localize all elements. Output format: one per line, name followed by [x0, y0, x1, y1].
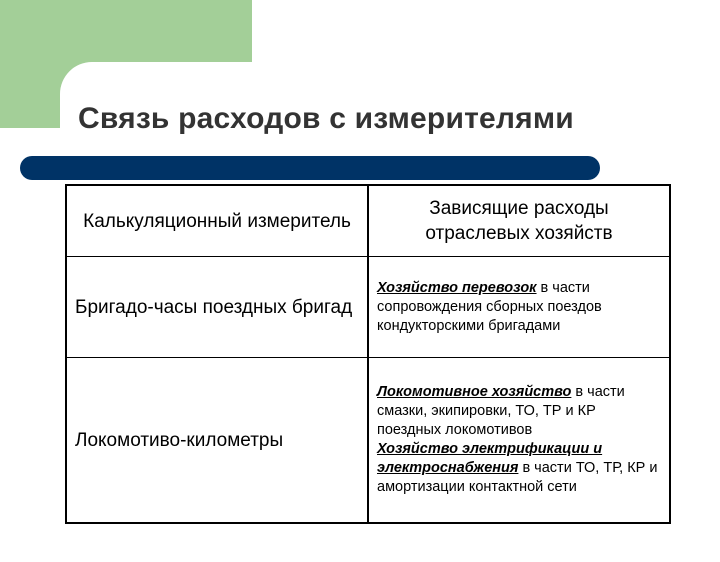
cost-meter-table [65, 184, 671, 524]
expenses-cell [368, 257, 670, 358]
expense-detail: в части смазки, экипировки, ТО, ТР и КР поездных локомотивов [377, 384, 625, 438]
meter-cell: Бригадо-часы поездных бригад [66, 257, 368, 358]
department-name: Локомотивное хозяйство [377, 384, 572, 400]
table-header-row [66, 185, 670, 257]
slide-title: Связь расходов с измерителями [78, 102, 574, 135]
expense-item [377, 440, 661, 497]
meter-cell: Локомотиво-километры [66, 358, 368, 524]
expense-item [377, 279, 661, 336]
title-underline-bar [20, 156, 600, 180]
expense-item [377, 383, 661, 440]
table-row [66, 358, 670, 524]
expenses-cell [368, 358, 670, 524]
expense-detail: в части сопровождения сборных поездов кондукторскими бригадами [377, 279, 602, 334]
expense-detail: в части ТО, ТР, КР и амортизации контактной сети [377, 460, 658, 495]
table-row [66, 257, 670, 358]
department-name: Хозяйство электрификации и электроснабжения [377, 441, 603, 476]
header-meter: Калькуляционный измеритель [66, 185, 368, 257]
department-name: Хозяйство перевозок [377, 279, 537, 296]
header-expenses: Зависящие расходы отраслевых хозяйств [368, 185, 670, 257]
